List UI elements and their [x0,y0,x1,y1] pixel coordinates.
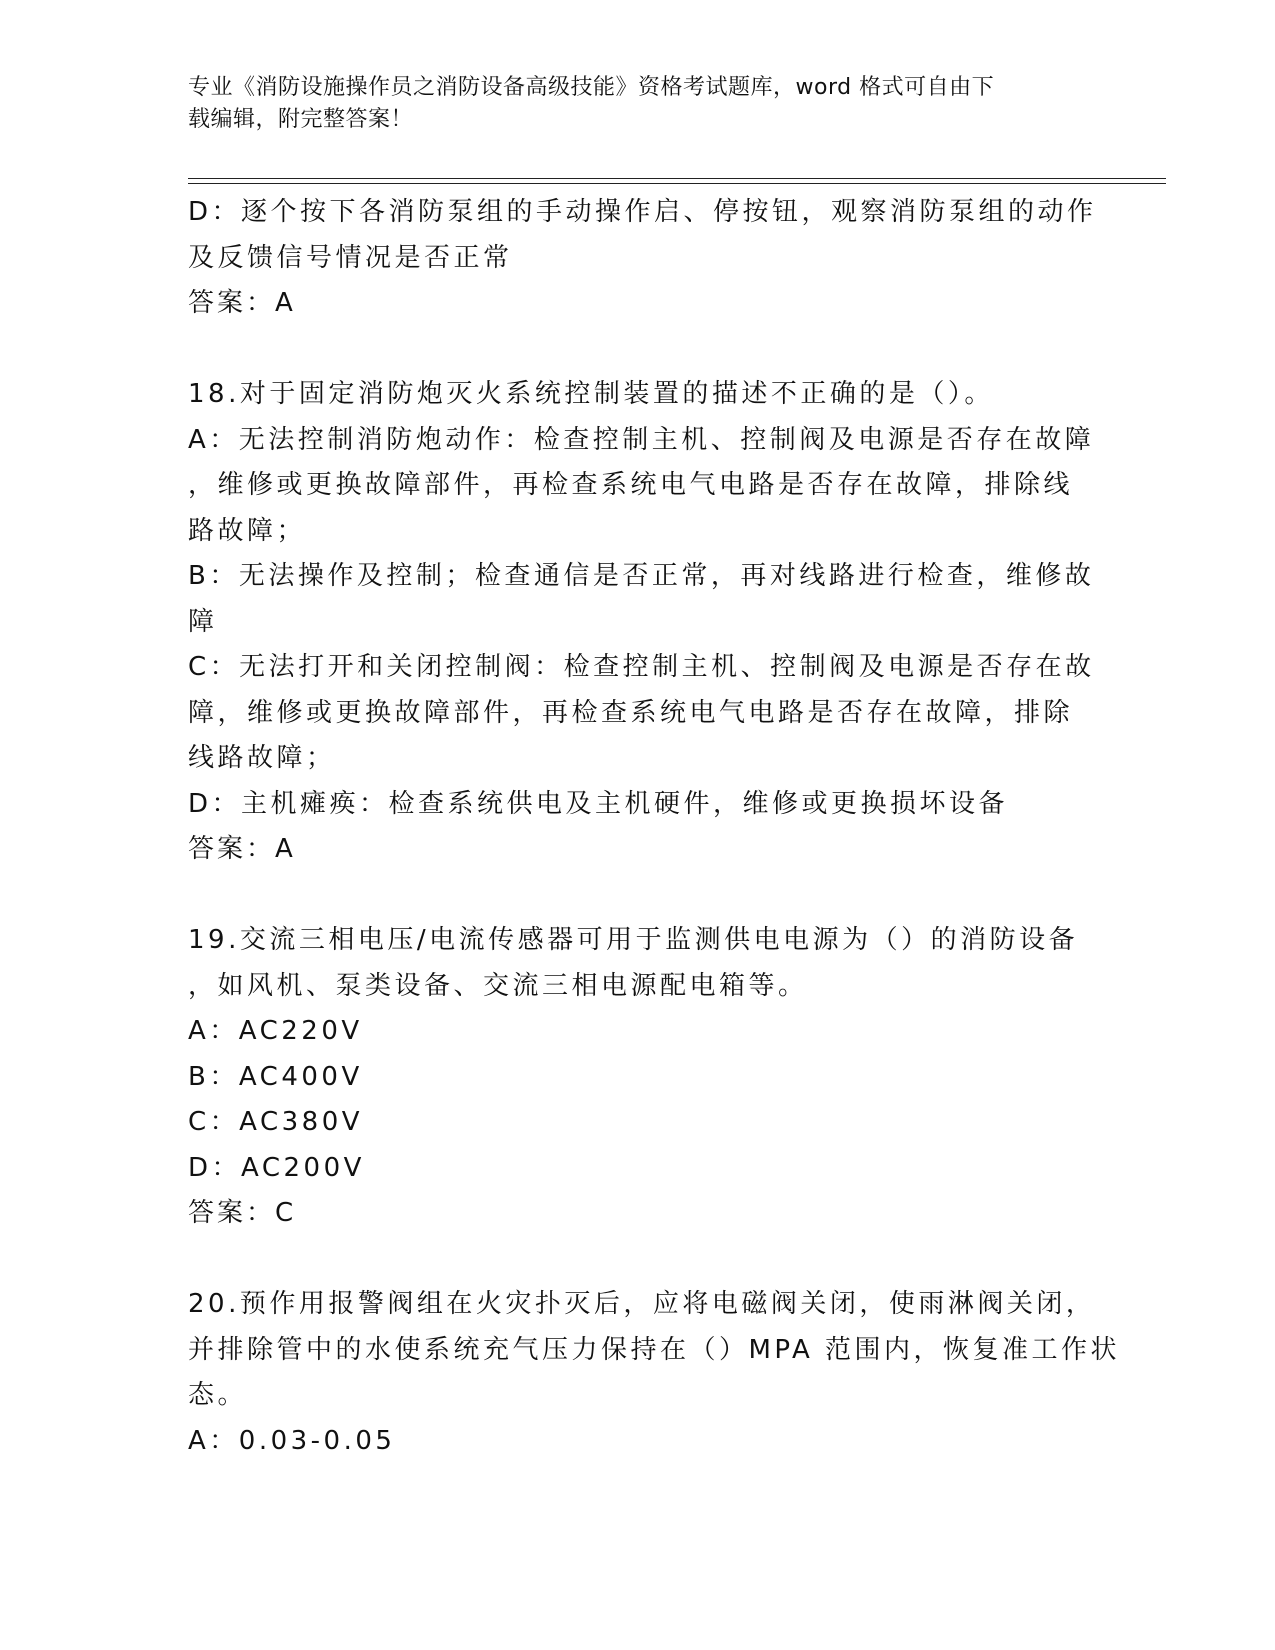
option-c-line: C：无法打开和关闭控制阀：检查控制主机、控制阀及电源是否存在故 [188,652,1095,682]
answer-value: A [275,288,294,318]
option-c-line-cont: 障，维修或更换故障部件，再检查系统电气电路是否存在故障，排除 [188,697,1074,728]
answer-label: 答案： [188,288,276,318]
option-d-line: D：主机瘫痪：检查系统供电及主机硬件，维修或更换损坏设备 [188,788,1009,819]
question-19 [188,918,1088,1237]
option-d-line-cont: 及反馈信号情况是否正常 [188,242,513,273]
option-c-line-cont: 线路故障； [188,743,336,773]
option-b-line: B：AC400V [188,1061,363,1092]
option-b-line-cont: 障 [188,606,218,637]
option-d-line: D：逐个按下各消防泵组的手动操作启、停按钮，观察消防泵组的动作 [188,197,1097,227]
question-18 [188,372,1095,873]
question-stem-cont: ，如风机、泵类设备、交流三相电源配电箱等。 [188,970,808,1001]
question-stem: 19.交流三相电压/电流传感器可用于监测供电电源为（）的消防设备 [188,925,1079,955]
answer-line [188,827,1088,873]
header-divider-bottom [188,183,1166,184]
answer-value: C [275,1198,295,1228]
question-stem-cont: 态。 [188,1380,248,1410]
question-stem: 20.预作用报警阀组在火灾扑灭后，应将电磁阀关闭，使雨淋阀关闭， [188,1289,1096,1319]
answer-label: 答案： [188,834,276,864]
question-20 [188,1282,1120,1464]
header-divider-top [188,178,1166,179]
option-b-line: B：无法操作及控制；检查通信是否正常，再对线路进行检查，维修故 [188,561,1095,591]
answer-line [188,1191,1088,1237]
question-stem: 18.对于固定消防炮灭火系统控制装置的描述不正确的是（）。 [188,379,994,409]
option-a-line: A：AC220V [188,1016,363,1046]
question-17-tail [188,190,1097,327]
option-d-line: D：AC200V [188,1152,365,1183]
header-line-1: 专业《消防设施操作员之消防设备高级技能》资格考试题库，word 格式可自由下 [188,75,995,100]
answer-label: 答案： [188,1198,276,1228]
document-body [188,190,1120,1464]
question-stem-cont: 并排除管中的水使系统充气压力保持在（）MPA 范围内，恢复准工作状 [188,1334,1120,1365]
option-c-line: C：AC380V [188,1107,364,1137]
answer-value: A [275,834,294,864]
option-a-line: A：0.03-0.05 [188,1425,396,1456]
page-header [188,72,1088,136]
option-a-line: A：无法控制消防炮动作：检查控制主机、控制阀及电源是否存在故障 [188,424,1095,455]
option-a-line-cont: ，维修或更换故障部件，再检查系统电气电路是否存在故障，排除线 [188,470,1074,500]
answer-line [188,281,1088,327]
option-a-line-cont: 路故障； [188,515,307,546]
header-line-2: 载编辑，附完整答案！ [188,107,414,132]
